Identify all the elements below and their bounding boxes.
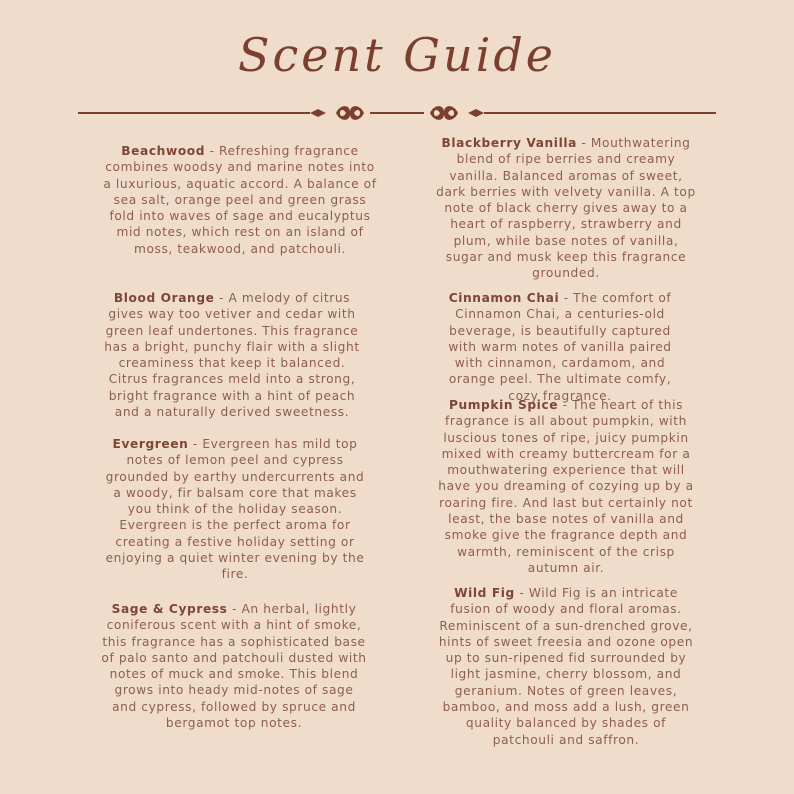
scent-description: - The heart of this fragrance is all about pumpkin, with luscious tones of ripe, juicy pumpkin mixed with creamy buttercream for a mouthwatering experience that will have you dreaming of cozying up by a roaring fire. And last but certainly not least, the base notes of vanilla and smoke give the fragrance depth and warmth, reminiscent of the crisp autumn air. <box>438 398 694 575</box>
floral-ornament-divider-icon <box>78 100 716 126</box>
scent-name: Blackberry Vanilla <box>441 136 577 150</box>
scent-blackberry-vanilla <box>433 135 699 282</box>
scent-name: Evergreen <box>112 437 189 451</box>
scent-pumpkin-spice <box>433 397 699 576</box>
scent-blood-orange <box>100 290 364 420</box>
scent-name: Sage & Cypress <box>111 602 228 616</box>
scent-description: - Wild Fig is an intricate fusion of woody and floral aromas. Reminiscent of a sun-drenched grove, hints of sweet freesia and ozone open up to sun-ripened fid surrounded by light jasmine, cherry blossom, and geranium. Notes of green leaves, bamboo, and moss add a lush, green quality balanced by shades of patchouli and saffron. <box>438 586 694 747</box>
scent-evergreen <box>100 436 370 583</box>
scent-name: Blood Orange <box>113 291 215 305</box>
scent-wild-fig <box>433 585 699 748</box>
scent-description: - Evergreen has mild top notes of lemon peel and cypress grounded by earthy undercurrents and a woody, fir balsam core that makes you think of the holiday season. Evergreen is the perfect aroma for creating a festive holiday setting or enjoying a quiet winter evening by the fire. <box>105 437 365 582</box>
scent-description: - The comfort of Cinnamon Chai, a centuries-old beverage, is beautifully captured with warm notes of vanilla paired with cinnamon, cardamom, and orange peel. The ultimate comfy, cozy fragrance. <box>448 291 672 403</box>
scent-description: - A melody of citrus gives way too vetiver and cedar with green leaf undertones. This fragrance has a bright, punchy flair with a slight creaminess that keep it balanced. Citrus fragrances meld into a strong, bright fragrance with a hint of peach and a naturally derived sweetness. <box>104 291 360 420</box>
scent-name: Cinnamon Chai <box>448 291 560 305</box>
scent-name: Beachwood <box>121 144 206 158</box>
scent-description: - Refreshing fragrance combines woodsy and marine notes into a luxurious, aquatic accord. A balance of sea salt, orange peel and green grass fold into waves of sage and eucalyptus mid notes, which rest on an island of moss, teakwood, and patchouli. <box>103 144 377 256</box>
scent-name: Pumpkin Spice <box>448 398 559 412</box>
page-title: Scent Guide <box>238 28 556 82</box>
scent-cinnamon-chai <box>435 290 685 404</box>
scent-beachwood <box>100 143 380 257</box>
scent-sage-cypress <box>100 601 368 731</box>
scent-name: Wild Fig <box>454 586 515 600</box>
scent-description: - Mouthwatering blend of ripe berries and creamy vanilla. Balanced aromas of sweet, dark berries with velvety vanilla. A top note of black cherry gives away to a heart of raspberry, strawberry and plum, while base notes of vanilla, sugar and musk keep this fragrance grounded. <box>436 136 696 281</box>
scent-description: - An herbal, lightly coniferous scent with a hint of smoke, this fragrance has a sophisticated base of palo santo and patchouli dusted with notes of muck and smoke. This blend grows into heady mid-notes of sage and cypress, followed by spruce and bergamot top notes. <box>101 602 367 731</box>
